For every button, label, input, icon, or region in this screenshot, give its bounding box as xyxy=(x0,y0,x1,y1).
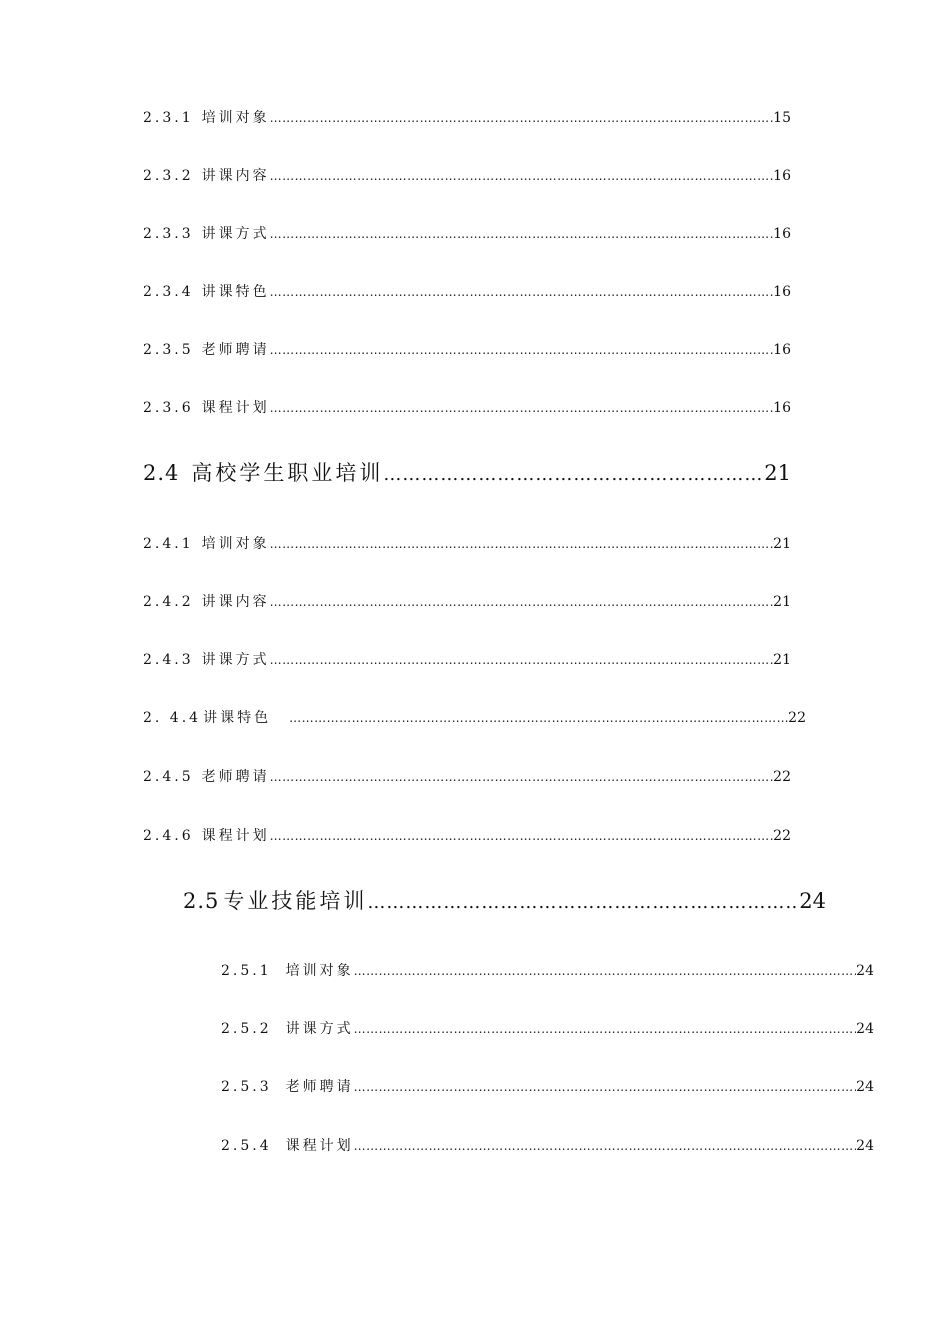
dot-leader xyxy=(270,166,774,186)
section-number: 2.3.4 xyxy=(143,284,194,300)
toc-entry-2-3-2 xyxy=(143,166,791,186)
toc-entry-2-5-3 xyxy=(221,1077,874,1097)
toc-entry-2-3-1 xyxy=(143,108,791,128)
toc-entry-2-3-3 xyxy=(143,224,791,244)
toc-entry-2-5-1 xyxy=(221,961,874,981)
dot-leader xyxy=(354,961,857,981)
section-title: 讲课方式 xyxy=(285,1021,354,1037)
page-number: 22 xyxy=(788,710,806,726)
toc-entry-2-4-3 xyxy=(143,650,791,670)
section-number: 2.3.6 xyxy=(143,400,194,416)
dot-leader xyxy=(354,1136,857,1156)
page-number: 21 xyxy=(764,461,791,485)
dot-leader xyxy=(270,650,774,670)
dot-leader xyxy=(383,460,764,488)
toc-entry-2-3-6 xyxy=(143,398,791,418)
dot-leader xyxy=(270,826,774,846)
toc-entry-2-4-4 xyxy=(143,708,806,728)
section-number: 2.4.3 xyxy=(143,652,194,668)
section-title: 老师聘请 xyxy=(201,769,270,785)
page-number: 24 xyxy=(856,963,874,979)
page-number: 22 xyxy=(773,828,791,844)
dot-leader xyxy=(270,534,774,554)
dot-leader xyxy=(270,340,774,360)
section-title: 课程计划 xyxy=(201,828,270,844)
toc-entry-2-3-4 xyxy=(143,282,791,302)
toc-entry-2-4-2 xyxy=(143,592,791,612)
dot-leader xyxy=(270,767,774,787)
section-title: 高校学生职业培训 xyxy=(191,461,384,485)
section-number: 2.3.2 xyxy=(143,168,194,184)
section-title: 课程计划 xyxy=(285,1138,354,1154)
page-number: 24 xyxy=(856,1138,874,1154)
dot-leader xyxy=(270,592,774,612)
section-number: 2.4.6 xyxy=(143,828,194,844)
section-title: 课程计划 xyxy=(201,400,270,416)
page-number: 16 xyxy=(773,168,791,184)
section-title: 讲课内容 xyxy=(201,168,270,184)
section-title: 讲课方式 xyxy=(201,652,270,668)
toc-entry-2-4-6 xyxy=(143,826,791,846)
page-number: 24 xyxy=(856,1079,874,1095)
section-number: 2.3.5 xyxy=(143,342,194,358)
section-title: 讲课特色 xyxy=(203,710,272,726)
dot-leader xyxy=(270,398,774,418)
section-number: 2.5.1 xyxy=(221,963,272,979)
section-title: 老师聘请 xyxy=(285,1079,354,1095)
page-number: 21 xyxy=(773,652,791,668)
section-title: 专业技能培训 xyxy=(223,889,368,913)
toc-entry-2-5-2 xyxy=(221,1019,874,1039)
section-number: 2.4.5 xyxy=(143,769,194,785)
dot-leader xyxy=(289,708,788,728)
dot-leader xyxy=(270,108,774,128)
section-title: 讲课方式 xyxy=(201,226,270,242)
page-number: 16 xyxy=(773,400,791,416)
page-number: 24 xyxy=(799,889,826,913)
dot-leader xyxy=(367,888,799,916)
section-number: 2.5.4 xyxy=(221,1138,272,1154)
section-title: 培训对象 xyxy=(285,963,354,979)
toc-entry-2-4-1 xyxy=(143,534,791,554)
section-number: 2.3.1 xyxy=(143,110,194,126)
dot-leader xyxy=(354,1019,857,1039)
toc-entry-2-3-5 xyxy=(143,340,791,360)
dot-leader xyxy=(354,1077,857,1097)
page-number: 15 xyxy=(773,110,791,126)
section-number: 2.5 xyxy=(183,889,220,913)
page-number: 22 xyxy=(773,769,791,785)
section-number: 2.5.3 xyxy=(221,1079,272,1095)
section-number: 2.4.2 xyxy=(143,594,194,610)
dot-leader xyxy=(270,224,774,244)
page-number: 24 xyxy=(856,1021,874,1037)
page-number: 21 xyxy=(773,594,791,610)
section-number: 2. 4.4 xyxy=(143,710,202,726)
page-number: 16 xyxy=(773,284,791,300)
toc-entry-2-4-5 xyxy=(143,767,791,787)
toc-heading-2-4 xyxy=(143,458,791,488)
page-number: 21 xyxy=(773,536,791,552)
toc-heading-2-5 xyxy=(183,886,826,916)
section-title: 讲课内容 xyxy=(201,594,270,610)
section-title: 培训对象 xyxy=(201,110,270,126)
section-number: 2.4 xyxy=(143,461,180,485)
section-title: 老师聘请 xyxy=(201,342,270,358)
section-number: 2.3.3 xyxy=(143,226,194,242)
section-title: 培训对象 xyxy=(201,536,270,552)
section-number: 2.5.2 xyxy=(221,1021,272,1037)
page-number: 16 xyxy=(773,342,791,358)
section-title: 讲课特色 xyxy=(201,284,270,300)
dot-leader xyxy=(270,282,774,302)
toc-entry-2-5-4 xyxy=(221,1136,874,1156)
section-number: 2.4.1 xyxy=(143,536,194,552)
page-number: 16 xyxy=(773,226,791,242)
